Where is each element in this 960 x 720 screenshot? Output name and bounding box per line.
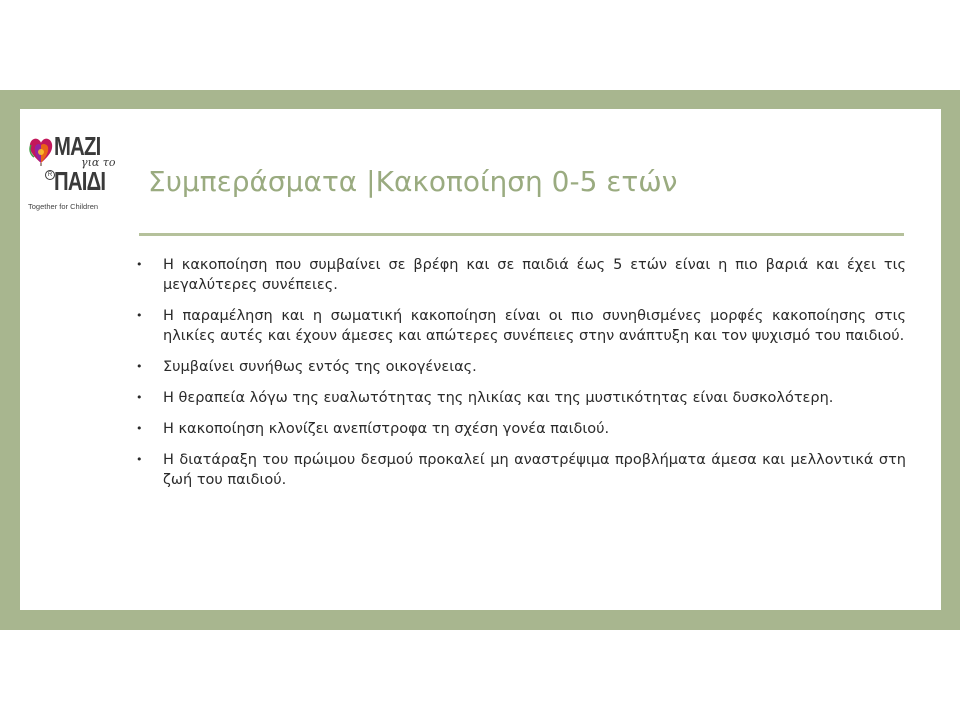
- registered-mark: R: [45, 170, 55, 180]
- bullet-text: Η παραμέληση και η σωματική κακοποίηση είναι οι πιο συνηθισμένες μορφές κακοποίησης στις ηλικίες αυτές και έχουν άμεσες και απώτερες συνέπειες στην ανάπτυξη και τον ψυχισμό του παιδιού.: [163, 308, 906, 344]
- title-divider: [139, 233, 904, 236]
- logo-text-gia-to: για το: [81, 156, 116, 169]
- bullet-item: [136, 255, 906, 295]
- bullet-text: Η κακοποίηση κλονίζει ανεπίστροφα τη σχέση γονέα παιδιού.: [163, 421, 610, 437]
- logo-tagline: Together for Children: [28, 202, 99, 211]
- bullet-icon: •: [136, 309, 143, 322]
- bullet-item: [136, 306, 906, 346]
- bullet-item: [136, 419, 906, 439]
- slide-content: [20, 109, 941, 610]
- heart-logo-icon: [28, 135, 54, 167]
- logo-text-paidi: ΠΑΙΔΙ: [54, 166, 106, 196]
- bullet-icon: •: [136, 422, 143, 435]
- bullet-item: [136, 357, 906, 377]
- mazi-logo: [26, 133, 132, 223]
- slide-frame: [0, 90, 960, 630]
- bullet-text: Η θεραπεία λόγω της ευαλωτότητας της ηλικίας και της μυστικότητας είναι δυσκολότερη.: [163, 390, 834, 406]
- bullet-icon: •: [136, 360, 143, 373]
- bullet-icon: •: [136, 391, 143, 404]
- bullet-text: Συμβαίνει συνήθως εντός της οικογένειας.: [163, 359, 477, 375]
- bullet-icon: •: [136, 453, 143, 466]
- bullet-list: [136, 255, 906, 501]
- bullet-item: [136, 450, 906, 490]
- bullet-item: [136, 388, 906, 408]
- slide-title: Συμπεράσματα |Κακοποίηση 0-5 ετών: [148, 165, 678, 198]
- logo-text-mazi: ΜΑΖΙ: [54, 131, 101, 161]
- bullet-text: Η διατάραξη του πρώιμου δεσμού προκαλεί μη αναστρέψιμα προβλήματα άμεσα και μελλοντικά στη ζωή του παιδιού.: [163, 452, 906, 488]
- bullet-text: Η κακοποίηση που συμβαίνει σε βρέφη και σε παιδιά έως 5 ετών είναι η πιο βαριά και έχει τις μεγαλύτερες συνέπειες.: [163, 257, 906, 293]
- bullet-icon: •: [136, 258, 143, 271]
